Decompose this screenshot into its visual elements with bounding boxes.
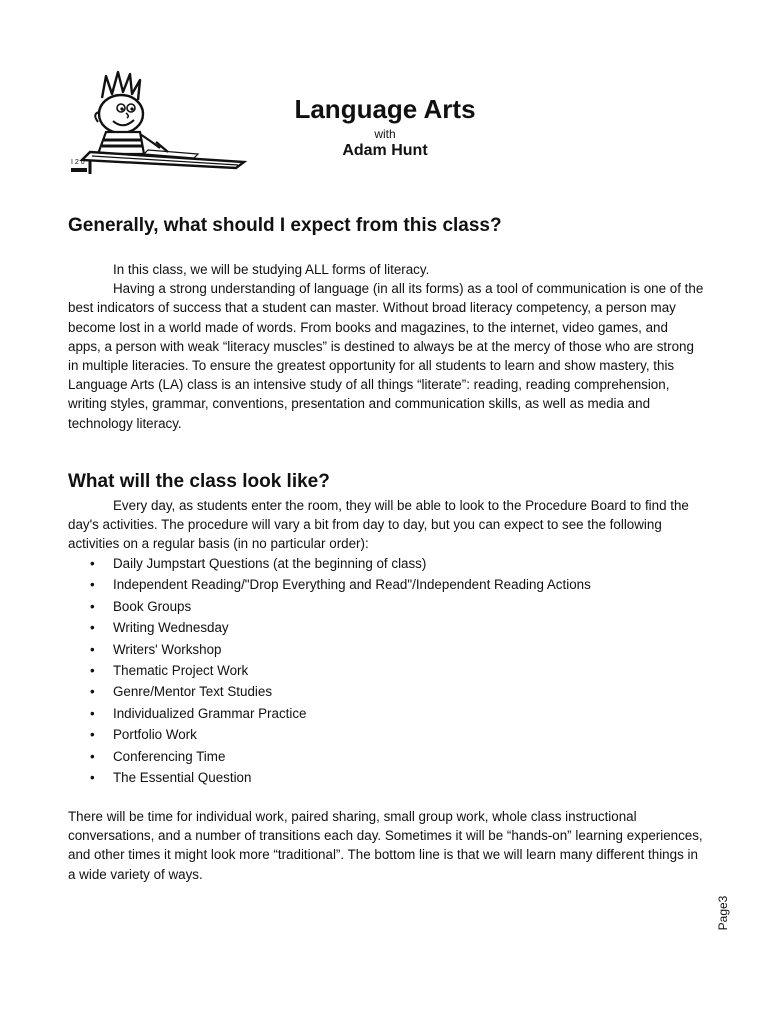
paragraph: Every day, as students enter the room, they will be able to look to the Procedure Board to find the day's activities. The procedure will vary a bit from day to day, but you can expect to see the following activities on a regular basis (in no particular order): [68, 498, 689, 552]
list-item-text: Writers' Workshop [113, 641, 222, 657]
list-item-text: Independent Reading/"Drop Everything and Read"/Independent Reading Actions [113, 577, 591, 593]
bullet-icon: • [90, 663, 95, 679]
mascot-caption: I 2 0 [71, 159, 85, 166]
section-expectations-body [68, 260, 704, 433]
document-header [230, 94, 540, 160]
bullet-icon: • [90, 770, 95, 786]
list-item [68, 746, 704, 767]
list-item-text: Portfolio Work [113, 727, 197, 743]
bullet-icon: • [90, 556, 95, 571]
bullet-icon: • [90, 748, 95, 764]
list-item-text: The Essential Question [113, 770, 252, 786]
list-item [68, 724, 704, 745]
section-heading-expectations: Generally, what should I expect from this class? [68, 215, 502, 236]
list-item-text: Writing Wednesday [113, 620, 229, 636]
bullet-icon: • [90, 641, 95, 657]
document-title: Language Arts [294, 94, 476, 124]
list-item [68, 639, 704, 660]
list-item [68, 767, 704, 788]
cartoon-boy-at-desk-illustration [68, 68, 254, 178]
bullet-icon: • [90, 620, 95, 636]
bullet-icon: • [90, 705, 95, 721]
paragraph: Having a strong understanding of language (in all its forms) as a tool of communication is one of the best indicators of success that a student can master. Without broad literacy competency, a person may become lost in a world made of words. From books and magazines, to the internet, video games, and apps, a person with weak “literacy muscles” is destined to always be at the mercy of those who are strong in multiple literacies. To ensure the greatest opportunity for all students to learn and show mastery, this Language Arts (LA) class is an intensive study of all things “literate”: reading, reading comprehension, writing styles, grammar, conventions, presentation and communication skills, as well as media and technology literacy. [68, 281, 704, 431]
author-name: Adam Hunt [342, 142, 428, 159]
paragraph: There will be time for individual work, paired sharing, small group work, whole class instructional conversations, and a number of transitions each day. Sometimes it will be “hands-on” learning experiences, and other times it might look more “traditional”. The bottom line is that we will learn many different things in a wide variety of ways. [68, 809, 703, 882]
activity-list [68, 553, 704, 788]
paragraph: In this class, we will be studying ALL forms of literacy. [113, 262, 430, 277]
with-label: with [374, 127, 396, 141]
list-item-text: Conferencing Time [113, 748, 226, 764]
bullet-icon: • [90, 598, 95, 614]
page-number: Page3 [716, 895, 730, 931]
list-item [68, 574, 704, 595]
section-class-look-closing [68, 807, 704, 884]
bullet-icon: • [90, 727, 95, 743]
list-item-text: Thematic Project Work [113, 663, 249, 679]
list-item [68, 596, 704, 617]
list-item-text: Book Groups [113, 598, 192, 614]
list-item-text: Genre/Mentor Text Studies [113, 684, 273, 700]
list-item [68, 553, 704, 574]
list-item [68, 617, 704, 638]
section-heading-class-look: What will the class look like? [68, 471, 330, 492]
list-item-text: Individualized Grammar Practice [113, 705, 307, 721]
bullet-icon: • [90, 684, 95, 700]
bullet-icon: • [90, 577, 95, 593]
list-item [68, 703, 704, 724]
list-item [68, 681, 704, 702]
list-item [68, 660, 704, 681]
list-item-text: Daily Jumpstart Questions (at the beginning of class) [113, 556, 427, 571]
section-class-look-body [68, 496, 704, 554]
